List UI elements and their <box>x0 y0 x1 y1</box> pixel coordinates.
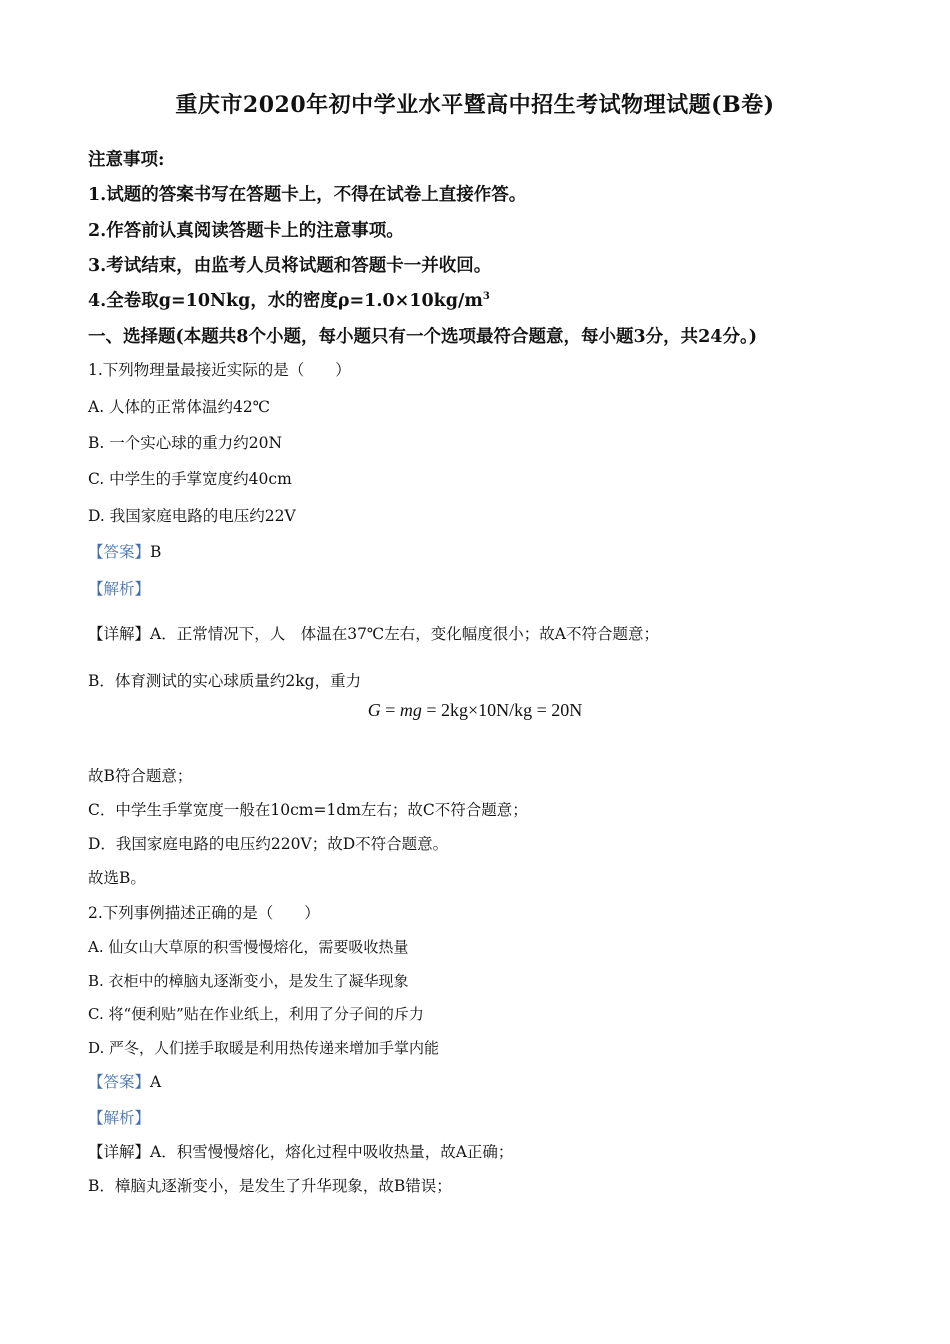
q1-option-b: B. 一个实心球的重力约20N <box>88 434 283 452</box>
q1-detail-c: C．中学生手掌宽度一般在10cm=1dm左右；故C不符合题意； <box>88 801 528 819</box>
section-heading: 一、选择题(本题共8个小题，每小题只有一个选项最符合题意，每小题3分，共24分。) <box>88 327 758 347</box>
q1-answer-value: B <box>150 543 162 561</box>
q2-stem: 2.下列事例描述正确的是（ ） <box>88 904 320 922</box>
formula-eq: = <box>380 700 400 720</box>
q2-answer-value: A <box>150 1073 162 1091</box>
q1-detail-a-text: A．正常情况下，人 体温在37℃左右，变化幅度很小；故A不符合题意； <box>150 625 659 643</box>
q1-option-c: C. 中学生的手掌宽度约40cm <box>88 470 292 488</box>
density-exponent: 3 <box>482 291 490 303</box>
q1-detail-d: D．我国家庭电路的电压约220V；故D不符合题意。 <box>88 835 449 853</box>
q2-option-c: C. 将“便利贴”贴在作业纸上，利用了分子间的斥力 <box>88 1005 424 1023</box>
q1-option-d: D. 我国家庭电路的电压约22V <box>88 507 296 525</box>
q1-option-a: A. 人体的正常体温约42℃ <box>88 398 271 416</box>
notice-heading: 注意事项: <box>88 150 165 170</box>
notice-item-4 <box>88 287 490 312</box>
q1-b-conclusion: 故B符合题意； <box>88 767 193 785</box>
q1-analysis-tag: 【解析】 <box>88 580 151 598</box>
answer-tag: 【答案】 <box>88 543 151 561</box>
notice-item-3: 3.考试结束，由监考人员将试题和答题卡一并收回。 <box>88 256 492 276</box>
q2-detail-b: B．樟脑丸逐渐变小，是发生了升华现象，故B错误； <box>88 1177 452 1195</box>
q2-option-a: A. 仙女山大草原的积雪慢慢熔化，需要吸收热量 <box>88 938 409 956</box>
q1-detail-b: B．体育测试的实心球质量约2kg，重力 <box>88 672 362 690</box>
q2-detail-a-text: A．积雪慢慢熔化，熔化过程中吸收热量，故A正确； <box>150 1143 514 1161</box>
q2-option-d: D. 严冬，人们搓手取暖是利用热传递来增加手掌内能 <box>88 1039 440 1057</box>
q1-detail-a <box>88 622 659 644</box>
page-title: 重庆市2020年初中学业水平暨高中招生考试物理试题(B卷) <box>175 92 775 118</box>
detail-tag: 【详解】 <box>88 625 151 643</box>
notice-item-2: 2.作答前认真阅读答题卡上的注意事项。 <box>88 221 404 241</box>
answer-tag: 【答案】 <box>88 1073 151 1091</box>
q2-analysis-tag: 【解析】 <box>88 1109 151 1127</box>
notice-item-1: 1.试题的答案书写在答题卡上，不得在试卷上直接作答。 <box>88 185 527 205</box>
q2-option-b: B. 衣柜中的樟脑丸逐渐变小，是发生了凝华现象 <box>88 972 409 990</box>
q1-stem: 1.下列物理量最接近实际的是（ ） <box>88 361 351 379</box>
q2-answer <box>88 1070 161 1092</box>
formula-mg: mg <box>399 700 422 720</box>
formula-rest: = 2kg×10N/kg = 20N <box>421 700 583 720</box>
q1-answer <box>88 540 161 562</box>
q1-formula <box>0 700 950 721</box>
notice-item-4-text: 4.全卷取g=10Nkg，水的密度ρ=1.0×10kg/m <box>88 291 483 311</box>
q2-detail-a <box>88 1140 513 1162</box>
formula-g: G <box>367 700 381 720</box>
q1-choice: 故选B。 <box>88 869 146 887</box>
detail-tag: 【详解】 <box>88 1143 151 1161</box>
